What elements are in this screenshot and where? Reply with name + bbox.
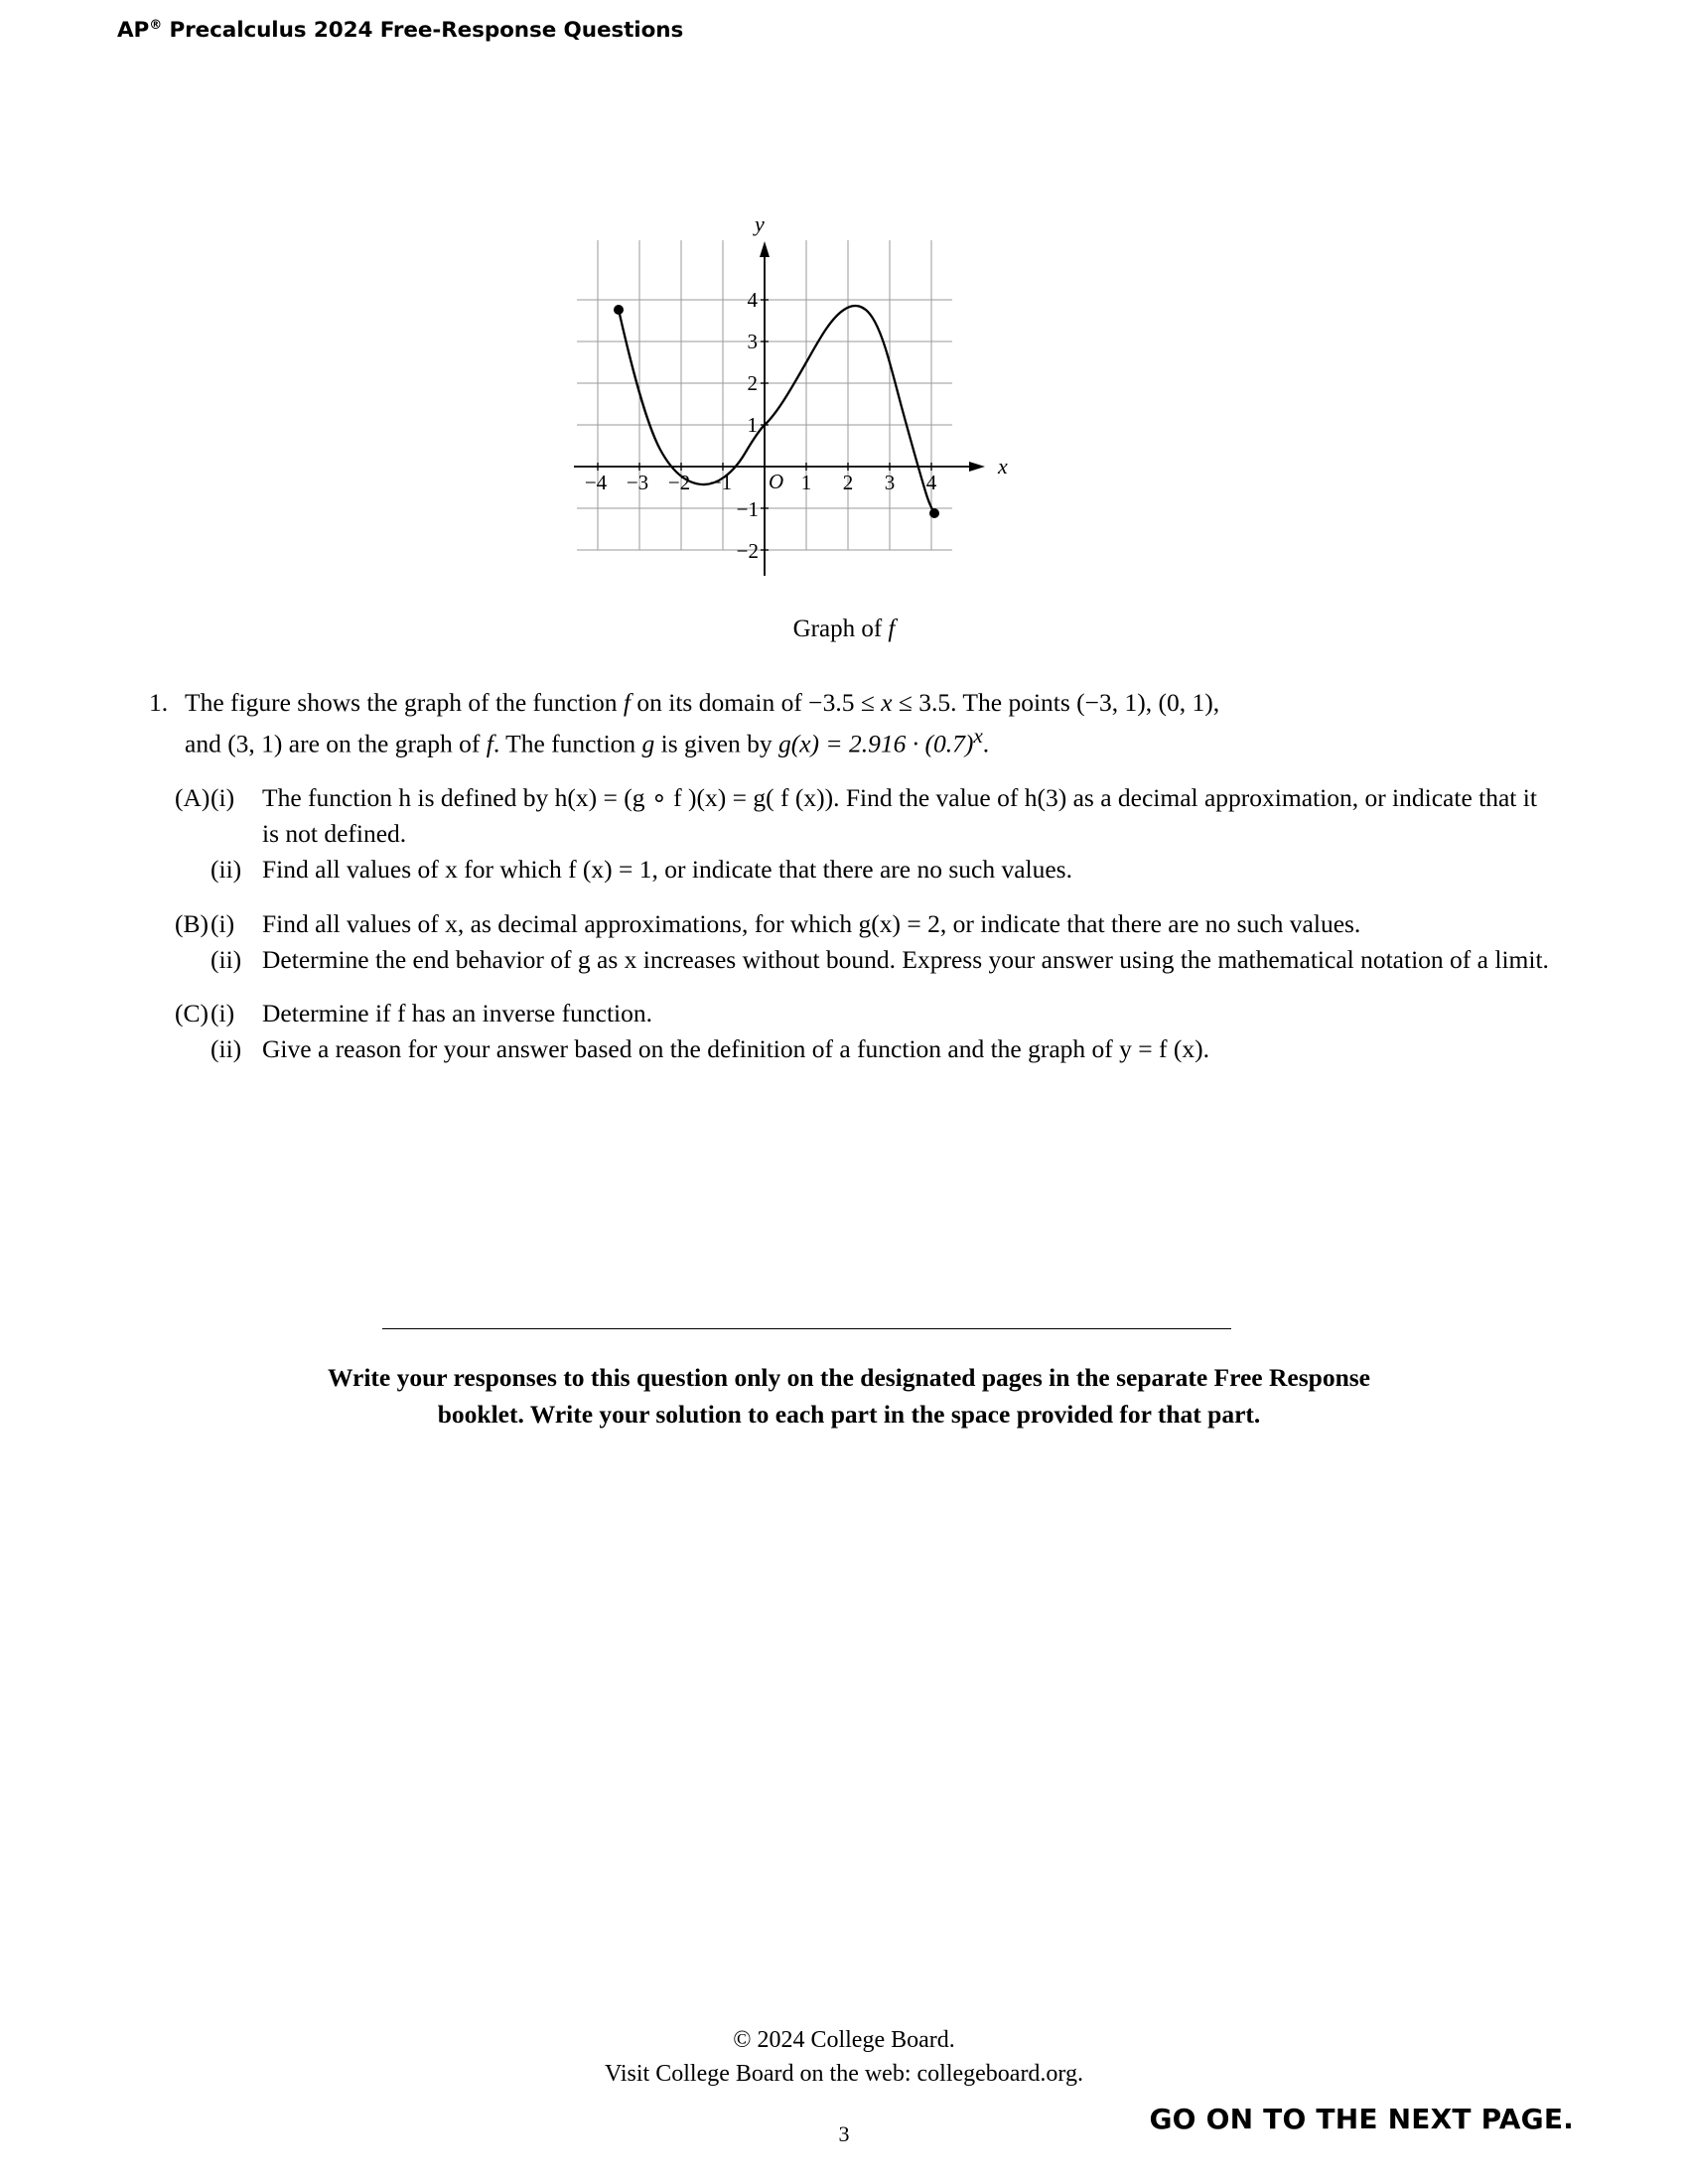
svg-text:3: 3 — [884, 471, 896, 494]
question-body — [149, 685, 1559, 1067]
header-title-post: Precalculus 2024 Free-Response Questions — [162, 18, 684, 44]
svg-text:−1: −1 — [709, 471, 733, 494]
stem-exponent: x — [973, 724, 983, 749]
registered-mark-icon: ® — [149, 18, 163, 33]
svg-text:4: 4 — [925, 471, 937, 494]
part-a-sub-ii-label: (ii) — [211, 855, 242, 885]
origin-label: O — [769, 470, 784, 493]
part-b-sub-i-text: Find all values of x, as decimal approximations, for which g(x) = 2, or indicate that there are no such values. — [262, 908, 1361, 938]
x-axis-label: x — [998, 454, 1008, 478]
right-endpoint-dot — [929, 508, 939, 518]
page-number: 3 — [838, 2121, 850, 2146]
question-number: 1. — [149, 688, 169, 717]
question-part-a — [149, 780, 1559, 888]
svg-text:2: 2 — [747, 371, 758, 395]
y-axis-label: y — [755, 211, 765, 236]
graph-figure — [556, 184, 1053, 630]
left-endpoint-dot — [614, 305, 624, 315]
part-c-sub-ii-text: Give a reason for your answer based on the definition of a function and the graph of y = f (x). — [262, 1034, 1210, 1064]
stem-part-5: . The function — [492, 729, 642, 758]
stem-part-7: . — [982, 729, 990, 758]
part-a-sub-i-label: (i) — [211, 782, 235, 812]
go-on-notice: GO ON TO THE NEXT PAGE. — [1149, 2103, 1574, 2135]
svg-text:−3: −3 — [626, 471, 649, 494]
part-c-sub-i-text: Determine if f has an inverse function. — [262, 998, 652, 1027]
x-axis-arrow-icon — [969, 462, 985, 472]
part-c-sub-i — [205, 996, 1559, 1031]
header-title-pre: AP — [117, 18, 150, 44]
part-b-sub-ii-label: (ii) — [211, 944, 242, 974]
stem-part-1: The figure shows the graph of the function — [185, 688, 624, 717]
stem-f2-var: f — [486, 729, 493, 758]
question-part-b — [149, 906, 1559, 978]
part-b-sub-i — [205, 906, 1559, 942]
copyright-text: © 2024 College Board. — [733, 2027, 955, 2053]
part-a-label: (A) — [175, 782, 211, 812]
svg-text:−2: −2 — [736, 539, 759, 563]
page-footer — [0, 2023, 1688, 2091]
page-header — [117, 18, 683, 43]
website-text: Visit College Board on the web: collegeboard.org. — [604, 2061, 1083, 2088]
part-b-sub-i-label: (i) — [211, 908, 235, 938]
stem-part-4: and (3, 1) are on the graph of — [185, 729, 487, 758]
part-a-sub-i — [205, 780, 1559, 852]
y-axis-arrow-icon — [760, 241, 770, 257]
part-b-sub-ii-text: Determine the end behavior of g as x increases without bound. Express your answer using the mathematical notation of a limit. — [262, 944, 1549, 974]
function-graph-svg — [556, 184, 1053, 611]
part-b-label: (B) — [175, 908, 209, 938]
svg-text:−1: −1 — [736, 497, 759, 521]
instruction-line-1: Write your responses to this question only on the designated pages in the separate Free Response — [327, 1363, 1371, 1392]
question-stem — [149, 685, 1559, 762]
svg-text:3: 3 — [747, 330, 758, 353]
response-instruction — [209, 1360, 1489, 1433]
stem-f-var: f — [623, 688, 631, 717]
graph-caption — [0, 615, 1688, 643]
graph-caption-var: f — [888, 615, 896, 642]
stem-g-definition: g(x) = 2.916 · (0.7) — [777, 729, 974, 758]
svg-text:−2: −2 — [667, 471, 691, 494]
question-stem-text — [185, 685, 1559, 762]
stem-part-6: is given by — [654, 729, 778, 758]
stem-part-2: on its domain of −3.5 ≤ — [630, 688, 882, 717]
svg-text:4: 4 — [747, 288, 758, 312]
part-c-sub-ii-label: (ii) — [211, 1034, 242, 1064]
svg-text:1: 1 — [800, 471, 812, 494]
part-c-sub-ii — [205, 1031, 1559, 1067]
part-a-sub-ii — [205, 852, 1559, 887]
svg-text:1: 1 — [747, 413, 758, 437]
graph-caption-text: Graph of — [792, 615, 889, 642]
part-a-sub-i-text: The function h is defined by h(x) = (g ∘ f )(x) = g( f (x)). Find the value of h(3) as a decimal approximation, or indicate that it is not defined. — [262, 782, 1537, 849]
part-c-label: (C) — [175, 998, 209, 1027]
stem-g-var: g — [641, 729, 655, 758]
stem-x-var: x — [881, 688, 893, 717]
section-divider — [382, 1328, 1231, 1329]
part-c-sub-i-label: (i) — [211, 998, 235, 1027]
svg-text:2: 2 — [842, 471, 854, 494]
x-tick-labels — [585, 471, 937, 494]
part-b-sub-ii — [205, 942, 1559, 978]
instruction-line-2: booklet. Write your solution to each part in the space provided for that part. — [437, 1399, 1261, 1429]
part-a-sub-ii-text: Find all values of x for which f (x) = 1, or indicate that there are no such values. — [262, 855, 1072, 885]
svg-text:−4: −4 — [584, 471, 608, 494]
stem-part-3: ≤ 3.5. The points (−3, 1), (0, 1), — [892, 688, 1220, 717]
question-part-c — [149, 996, 1559, 1067]
